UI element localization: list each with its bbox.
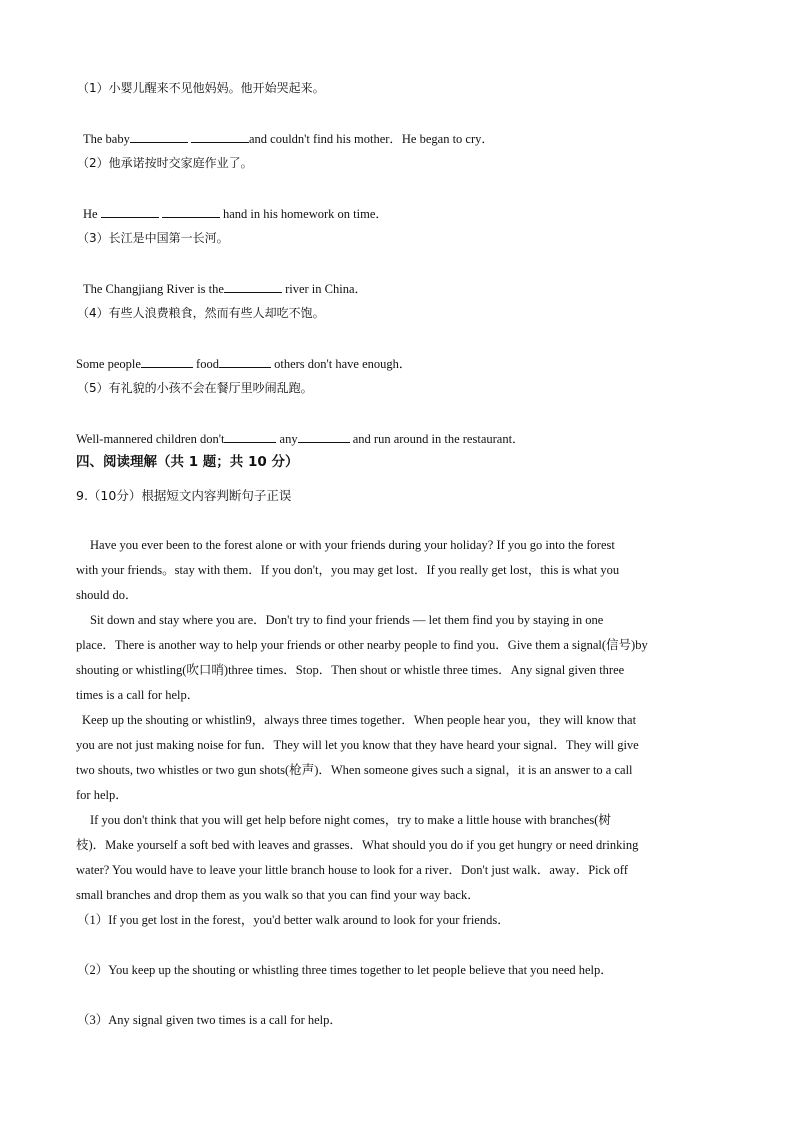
translation-answer-1 [83,130,494,147]
answer-text-before: The baby [83,132,130,146]
answer-text-after: and couldn't find his mother．He began to cry． [248,132,494,146]
passage-line: If you don't think that you will get help before night comes，try to make a little house with branches(树 [90,813,611,827]
answer-blank[interactable] [224,280,282,293]
question-header: 9.（10分）根据短文内容判断句子正误 [76,488,292,503]
answer-blank[interactable] [191,130,249,143]
answer-blank[interactable] [162,205,220,218]
passage-line: place．There is another way to help your friends or other nearby people to find you．Give them a signal(信号)by [76,638,648,652]
answer-text-before: Some people [76,357,141,371]
translation-answer-2 [83,205,388,222]
answer-text-after: river in China． [285,282,368,296]
answer-text-after: others don't have enough． [274,357,412,371]
answer-text-mid: any [279,432,298,446]
passage-line: with your friends。stay with them．If you don't，you may get lost．If you really get lost，this is what you [76,563,620,577]
answer-blank[interactable] [141,355,193,368]
translation-answer-4 [76,355,411,372]
passage-line: Keep up the shouting or whistlin9，always three times together．When people hear you，they will know that [82,713,637,727]
translation-prompt-5: （5）有礼貌的小孩不会在餐厅里吵闹乱跑。 [77,381,313,395]
statement-2: （2）You keep up the shouting or whistling three times together to let people believe that you need help． [77,963,613,977]
answer-text-after: hand in his homework on time． [222,207,388,221]
passage-line: times is a call for help． [76,688,200,702]
passage-line: water? You would have to leave your little branch house to look for a river．Don't just walk．away．Pick off [76,863,628,877]
statement-1: （1）If you get lost in the forest，you'd better walk around to look for your friends． [77,913,510,927]
answer-blank[interactable] [130,130,188,143]
passage-line: Have you ever been to the forest alone or with your friends during your holiday? If you go into the forest [90,538,615,552]
answer-text-before: Well-mannered children don't [76,432,225,446]
answer-blank[interactable] [224,430,276,443]
passage-line: 枝)．Make yourself a soft bed with leaves and grasses．What should you do if you get hungry or need drinking [76,838,639,852]
passage-line: you are not just making noise for fun．They will let you know that they have heard your signal．They will give [76,738,639,752]
passage-line: two shouts, two whistles or two gun shots(枪声)．When someone gives such a signal，it is an answer to a call [76,763,633,777]
section-heading: 四、阅读理解（共 1 题；共 10 分） [76,454,299,470]
passage-line: Sit down and stay where you are．Don't try to find your friends — let them find you by staying in one [90,613,604,627]
answer-text-mid: food [196,357,219,371]
passage-line: shouting or whistling(吹口哨)three times．Stop．Then shout or whistle three times．Any signal given three [76,663,625,677]
translation-prompt-3: （3）长江是中国第一长河。 [77,231,229,245]
statement-3: （3）Any signal given two times is a call for help． [77,1013,342,1027]
translation-prompt-1: （1）小婴儿醒来不见他妈妈。他开始哭起来。 [77,81,325,95]
passage-line: should do． [76,588,138,602]
translation-answer-5 [76,430,525,447]
translation-prompt-2: （2）他承诺按时交家庭作业了。 [77,156,253,170]
answer-text-after: and run around in the restaurant． [352,432,525,446]
passage-line: for help． [76,788,128,802]
answer-blank[interactable] [101,205,159,218]
translation-answer-3 [83,280,367,297]
translation-prompt-4: （4）有些人浪费粮食，然而有些人却吃不饱。 [77,306,325,320]
answer-text-before: The Changjiang River is the [83,282,224,296]
answer-blank[interactable] [219,355,271,368]
answer-blank[interactable] [298,430,350,443]
answer-text-before: He [83,207,98,221]
passage-line: small branches and drop them as you walk so that you can find your way back． [76,888,480,902]
